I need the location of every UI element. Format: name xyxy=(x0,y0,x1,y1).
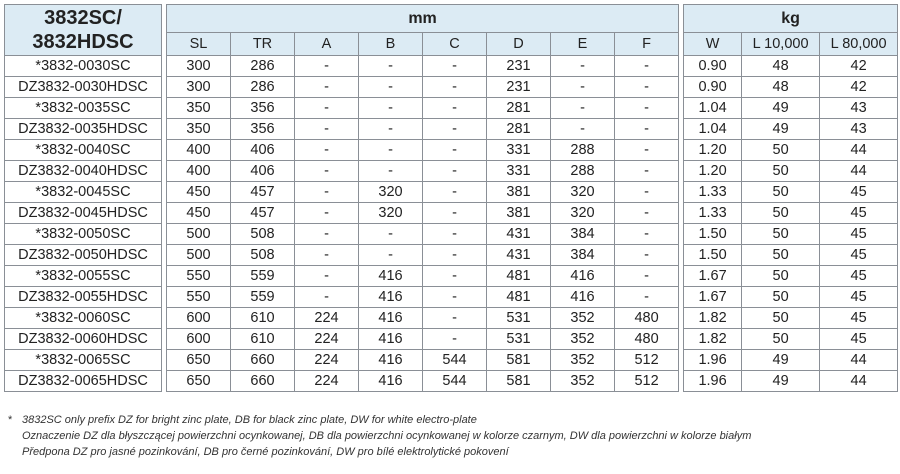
model-cell: *3832-0030SC xyxy=(5,56,162,77)
kg-value-cell: 1.04 xyxy=(684,98,742,119)
model-header-line-1: 3832SC/ xyxy=(44,7,122,29)
kg-value-cell: 45 xyxy=(820,308,898,329)
table-row xyxy=(5,245,898,266)
mm-value-cell: 224 xyxy=(295,329,359,350)
mm-value-cell: 457 xyxy=(231,182,295,203)
kg-value-cell: 45 xyxy=(820,266,898,287)
model-cell: *3832-0060SC xyxy=(5,308,162,329)
kg-value-cell: 50 xyxy=(742,182,820,203)
table-row xyxy=(5,266,898,287)
mm-value-cell: 224 xyxy=(295,308,359,329)
mm-value-cell: 550 xyxy=(167,287,231,308)
column-header-b: B xyxy=(359,33,423,56)
column-header-l10000: L 10,000 xyxy=(742,33,820,56)
kg-value-cell: 0.90 xyxy=(684,56,742,77)
kg-value-cell: 44 xyxy=(820,161,898,182)
table-row xyxy=(5,371,898,392)
model-cell: DZ3832-0045HDSC xyxy=(5,203,162,224)
kg-value-cell: 1.82 xyxy=(684,308,742,329)
kg-value-cell: 1.96 xyxy=(684,350,742,371)
mm-value-cell: 512 xyxy=(615,371,679,392)
mm-value-cell: 356 xyxy=(231,119,295,140)
mm-value-cell: 300 xyxy=(167,56,231,77)
model-cell: *3832-0045SC xyxy=(5,182,162,203)
mm-value-cell: 457 xyxy=(231,203,295,224)
mm-value-cell: 286 xyxy=(231,77,295,98)
kg-value-cell: 1.50 xyxy=(684,245,742,266)
group-header-row xyxy=(5,5,898,33)
mm-value-cell: - xyxy=(295,119,359,140)
mm-value-cell: 480 xyxy=(615,329,679,350)
mm-value-cell: 281 xyxy=(487,98,551,119)
mm-value-cell: 650 xyxy=(167,371,231,392)
mm-value-cell: - xyxy=(359,140,423,161)
mm-value-cell: - xyxy=(423,98,487,119)
kg-value-cell: 50 xyxy=(742,203,820,224)
mm-value-cell: - xyxy=(551,56,615,77)
footnote-text-en: 3832SC only prefix DZ for bright zinc plate, DB for black zinc plate, DW for white electro-plate xyxy=(22,414,477,426)
mm-value-cell: 320 xyxy=(359,182,423,203)
mm-value-cell: 288 xyxy=(551,161,615,182)
mm-value-cell: - xyxy=(551,119,615,140)
mm-group-header: mm xyxy=(167,5,679,33)
kg-value-cell: 45 xyxy=(820,287,898,308)
mm-value-cell: - xyxy=(295,245,359,266)
table-row xyxy=(5,119,898,140)
table-row xyxy=(5,161,898,182)
table-row xyxy=(5,98,898,119)
kg-value-cell: 1.20 xyxy=(684,140,742,161)
mm-value-cell: 481 xyxy=(487,287,551,308)
mm-value-cell: - xyxy=(615,182,679,203)
mm-value-cell: 320 xyxy=(551,182,615,203)
mm-value-cell: - xyxy=(615,245,679,266)
kg-value-cell: 1.33 xyxy=(684,203,742,224)
specification-table xyxy=(4,4,898,392)
kg-value-cell: 45 xyxy=(820,245,898,266)
mm-value-cell: - xyxy=(551,77,615,98)
mm-value-cell: 512 xyxy=(615,350,679,371)
mm-value-cell: 431 xyxy=(487,224,551,245)
mm-value-cell: 559 xyxy=(231,287,295,308)
mm-value-cell: 350 xyxy=(167,98,231,119)
table-row xyxy=(5,77,898,98)
mm-value-cell: 381 xyxy=(487,182,551,203)
mm-value-cell: 416 xyxy=(359,308,423,329)
column-header-w: W xyxy=(684,33,742,56)
mm-value-cell: 400 xyxy=(167,140,231,161)
kg-value-cell: 50 xyxy=(742,224,820,245)
kg-value-cell: 45 xyxy=(820,203,898,224)
model-cell: DZ3832-0050HDSC xyxy=(5,245,162,266)
kg-value-cell: 1.96 xyxy=(684,371,742,392)
mm-value-cell: 600 xyxy=(167,308,231,329)
mm-value-cell: - xyxy=(295,77,359,98)
column-header-tr: TR xyxy=(231,33,295,56)
kg-value-cell: 50 xyxy=(742,161,820,182)
kg-value-cell: 48 xyxy=(742,77,820,98)
kg-value-cell: 44 xyxy=(820,140,898,161)
kg-value-cell: 50 xyxy=(742,308,820,329)
mm-value-cell: 610 xyxy=(231,329,295,350)
kg-value-cell: 44 xyxy=(820,350,898,371)
column-header-c: C xyxy=(423,33,487,56)
kg-value-cell: 45 xyxy=(820,329,898,350)
kg-value-cell: 50 xyxy=(742,329,820,350)
mm-value-cell: - xyxy=(423,266,487,287)
model-cell: DZ3832-0030HDSC xyxy=(5,77,162,98)
table-row xyxy=(5,182,898,203)
mm-value-cell: 286 xyxy=(231,56,295,77)
footnote-asterisk: * xyxy=(8,414,13,426)
mm-value-cell: 406 xyxy=(231,161,295,182)
model-header-line-2: 3832HDSC xyxy=(32,31,134,53)
table-row xyxy=(5,56,898,77)
mm-value-cell: 281 xyxy=(487,119,551,140)
column-header-d: D xyxy=(487,33,551,56)
column-header-a: A xyxy=(295,33,359,56)
kg-value-cell: 42 xyxy=(820,56,898,77)
kg-value-cell: 43 xyxy=(820,119,898,140)
kg-value-cell: 49 xyxy=(742,350,820,371)
footnote-text-pl: Oznaczenie DZ dla błyszczącej powierzchni ocynkowanej, DB dla powierzchni ocynkowanej w kolorze czarnym, DW dla powierzchni w kolorze białym xyxy=(22,430,752,442)
mm-value-cell: 231 xyxy=(487,77,551,98)
mm-value-cell: - xyxy=(423,224,487,245)
column-header-sl: SL xyxy=(167,33,231,56)
mm-value-cell: - xyxy=(423,182,487,203)
mm-value-cell: - xyxy=(615,119,679,140)
mm-value-cell: 450 xyxy=(167,203,231,224)
model-cell: *3832-0055SC xyxy=(5,266,162,287)
mm-value-cell: 416 xyxy=(359,329,423,350)
mm-value-cell: 581 xyxy=(487,350,551,371)
mm-value-cell: 320 xyxy=(551,203,615,224)
mm-value-cell: - xyxy=(359,77,423,98)
mm-value-cell: 352 xyxy=(551,308,615,329)
mm-value-cell: 660 xyxy=(231,350,295,371)
model-cell: DZ3832-0035HDSC xyxy=(5,119,162,140)
mm-value-cell: 356 xyxy=(231,98,295,119)
kg-value-cell: 43 xyxy=(820,98,898,119)
kg-group-header: kg xyxy=(684,5,898,33)
mm-value-cell: - xyxy=(359,161,423,182)
mm-value-cell: 231 xyxy=(487,56,551,77)
mm-value-cell: - xyxy=(423,56,487,77)
mm-value-cell: 352 xyxy=(551,329,615,350)
mm-value-cell: - xyxy=(295,224,359,245)
mm-value-cell: - xyxy=(615,56,679,77)
mm-value-cell: - xyxy=(295,203,359,224)
column-header-e: E xyxy=(551,33,615,56)
kg-value-cell: 45 xyxy=(820,224,898,245)
mm-value-cell: 381 xyxy=(487,203,551,224)
mm-value-cell: - xyxy=(423,161,487,182)
mm-value-cell: - xyxy=(359,98,423,119)
model-cell: *3832-0050SC xyxy=(5,224,162,245)
mm-value-cell: 544 xyxy=(423,371,487,392)
mm-value-cell: - xyxy=(295,161,359,182)
mm-value-cell: 531 xyxy=(487,329,551,350)
mm-value-cell: - xyxy=(295,56,359,77)
model-cell: *3832-0040SC xyxy=(5,140,162,161)
mm-value-cell: 416 xyxy=(359,266,423,287)
model-cell: DZ3832-0065HDSC xyxy=(5,371,162,392)
mm-value-cell: 350 xyxy=(167,119,231,140)
model-cell: *3832-0065SC xyxy=(5,350,162,371)
kg-value-cell: 1.20 xyxy=(684,161,742,182)
mm-value-cell: 416 xyxy=(551,266,615,287)
kg-value-cell: 0.90 xyxy=(684,77,742,98)
mm-value-cell: 544 xyxy=(423,350,487,371)
table-body xyxy=(5,56,898,392)
mm-value-cell: - xyxy=(615,77,679,98)
model-cell: *3832-0035SC xyxy=(5,98,162,119)
mm-value-cell: - xyxy=(295,98,359,119)
mm-value-cell: 660 xyxy=(231,371,295,392)
mm-value-cell: - xyxy=(359,119,423,140)
kg-value-cell: 1.33 xyxy=(684,182,742,203)
mm-value-cell: 481 xyxy=(487,266,551,287)
kg-value-cell: 48 xyxy=(742,56,820,77)
table-row xyxy=(5,140,898,161)
mm-value-cell: - xyxy=(551,98,615,119)
kg-value-cell: 50 xyxy=(742,140,820,161)
model-cell: DZ3832-0055HDSC xyxy=(5,287,162,308)
mm-value-cell: - xyxy=(615,203,679,224)
column-header-l80000: L 80,000 xyxy=(820,33,898,56)
mm-value-cell: 581 xyxy=(487,371,551,392)
table-row xyxy=(5,350,898,371)
mm-value-cell: 416 xyxy=(359,371,423,392)
footnote xyxy=(8,412,751,460)
mm-value-cell: - xyxy=(423,287,487,308)
mm-value-cell: - xyxy=(615,140,679,161)
mm-value-cell: 384 xyxy=(551,245,615,266)
mm-value-cell: 508 xyxy=(231,224,295,245)
mm-value-cell: - xyxy=(359,224,423,245)
table-row xyxy=(5,287,898,308)
mm-value-cell: - xyxy=(295,140,359,161)
mm-value-cell: 650 xyxy=(167,350,231,371)
kg-value-cell: 49 xyxy=(742,98,820,119)
mm-value-cell: 331 xyxy=(487,161,551,182)
mm-value-cell: - xyxy=(423,308,487,329)
mm-value-cell: - xyxy=(615,224,679,245)
mm-value-cell: 508 xyxy=(231,245,295,266)
kg-value-cell: 1.50 xyxy=(684,224,742,245)
mm-value-cell: 600 xyxy=(167,329,231,350)
mm-value-cell: 416 xyxy=(359,350,423,371)
kg-value-cell: 45 xyxy=(820,182,898,203)
mm-value-cell: 224 xyxy=(295,371,359,392)
table-row xyxy=(5,308,898,329)
kg-value-cell: 50 xyxy=(742,266,820,287)
mm-value-cell: 384 xyxy=(551,224,615,245)
kg-value-cell: 1.04 xyxy=(684,119,742,140)
mm-value-cell: - xyxy=(423,245,487,266)
kg-value-cell: 44 xyxy=(820,371,898,392)
mm-value-cell: - xyxy=(615,98,679,119)
mm-value-cell: - xyxy=(295,182,359,203)
mm-value-cell: 550 xyxy=(167,266,231,287)
table-row xyxy=(5,203,898,224)
mm-value-cell: - xyxy=(615,266,679,287)
mm-value-cell: 406 xyxy=(231,140,295,161)
mm-value-cell: 331 xyxy=(487,140,551,161)
mm-value-cell: - xyxy=(359,245,423,266)
mm-value-cell: 610 xyxy=(231,308,295,329)
mm-value-cell: 288 xyxy=(551,140,615,161)
kg-value-cell: 1.67 xyxy=(684,287,742,308)
footnote-line-1 xyxy=(8,412,751,428)
mm-value-cell: 352 xyxy=(551,350,615,371)
mm-value-cell: 500 xyxy=(167,224,231,245)
table-row xyxy=(5,224,898,245)
mm-value-cell: 400 xyxy=(167,161,231,182)
mm-value-cell: - xyxy=(423,77,487,98)
mm-value-cell: 559 xyxy=(231,266,295,287)
mm-value-cell: 352 xyxy=(551,371,615,392)
mm-value-cell: 450 xyxy=(167,182,231,203)
model-cell: DZ3832-0040HDSC xyxy=(5,161,162,182)
table-row xyxy=(5,329,898,350)
mm-value-cell: - xyxy=(423,329,487,350)
kg-value-cell: 50 xyxy=(742,287,820,308)
column-header-f: F xyxy=(615,33,679,56)
mm-value-cell: 300 xyxy=(167,77,231,98)
mm-value-cell: - xyxy=(359,56,423,77)
mm-value-cell: 500 xyxy=(167,245,231,266)
kg-value-cell: 50 xyxy=(742,245,820,266)
kg-value-cell: 49 xyxy=(742,371,820,392)
model-cell: DZ3832-0060HDSC xyxy=(5,329,162,350)
mm-value-cell: 431 xyxy=(487,245,551,266)
mm-value-cell: - xyxy=(615,161,679,182)
mm-value-cell: - xyxy=(295,266,359,287)
kg-value-cell: 42 xyxy=(820,77,898,98)
footnote-line-3 xyxy=(8,444,751,460)
mm-value-cell: 320 xyxy=(359,203,423,224)
mm-value-cell: - xyxy=(423,203,487,224)
mm-value-cell: - xyxy=(295,287,359,308)
kg-value-cell: 1.67 xyxy=(684,266,742,287)
mm-value-cell: 224 xyxy=(295,350,359,371)
kg-value-cell: 49 xyxy=(742,119,820,140)
footnote-text-cs: Předpona DZ pro jasné pozinkování, DB pro černé pozinkování, DW pro bílé elektrolytické pokovení xyxy=(22,446,509,458)
footnote-line-2 xyxy=(8,428,751,444)
mm-value-cell: 480 xyxy=(615,308,679,329)
mm-value-cell: 416 xyxy=(551,287,615,308)
model-column-header xyxy=(5,5,162,56)
mm-value-cell: - xyxy=(423,140,487,161)
mm-value-cell: - xyxy=(423,119,487,140)
mm-value-cell: 531 xyxy=(487,308,551,329)
mm-value-cell: - xyxy=(615,287,679,308)
mm-value-cell: 416 xyxy=(359,287,423,308)
kg-value-cell: 1.82 xyxy=(684,329,742,350)
